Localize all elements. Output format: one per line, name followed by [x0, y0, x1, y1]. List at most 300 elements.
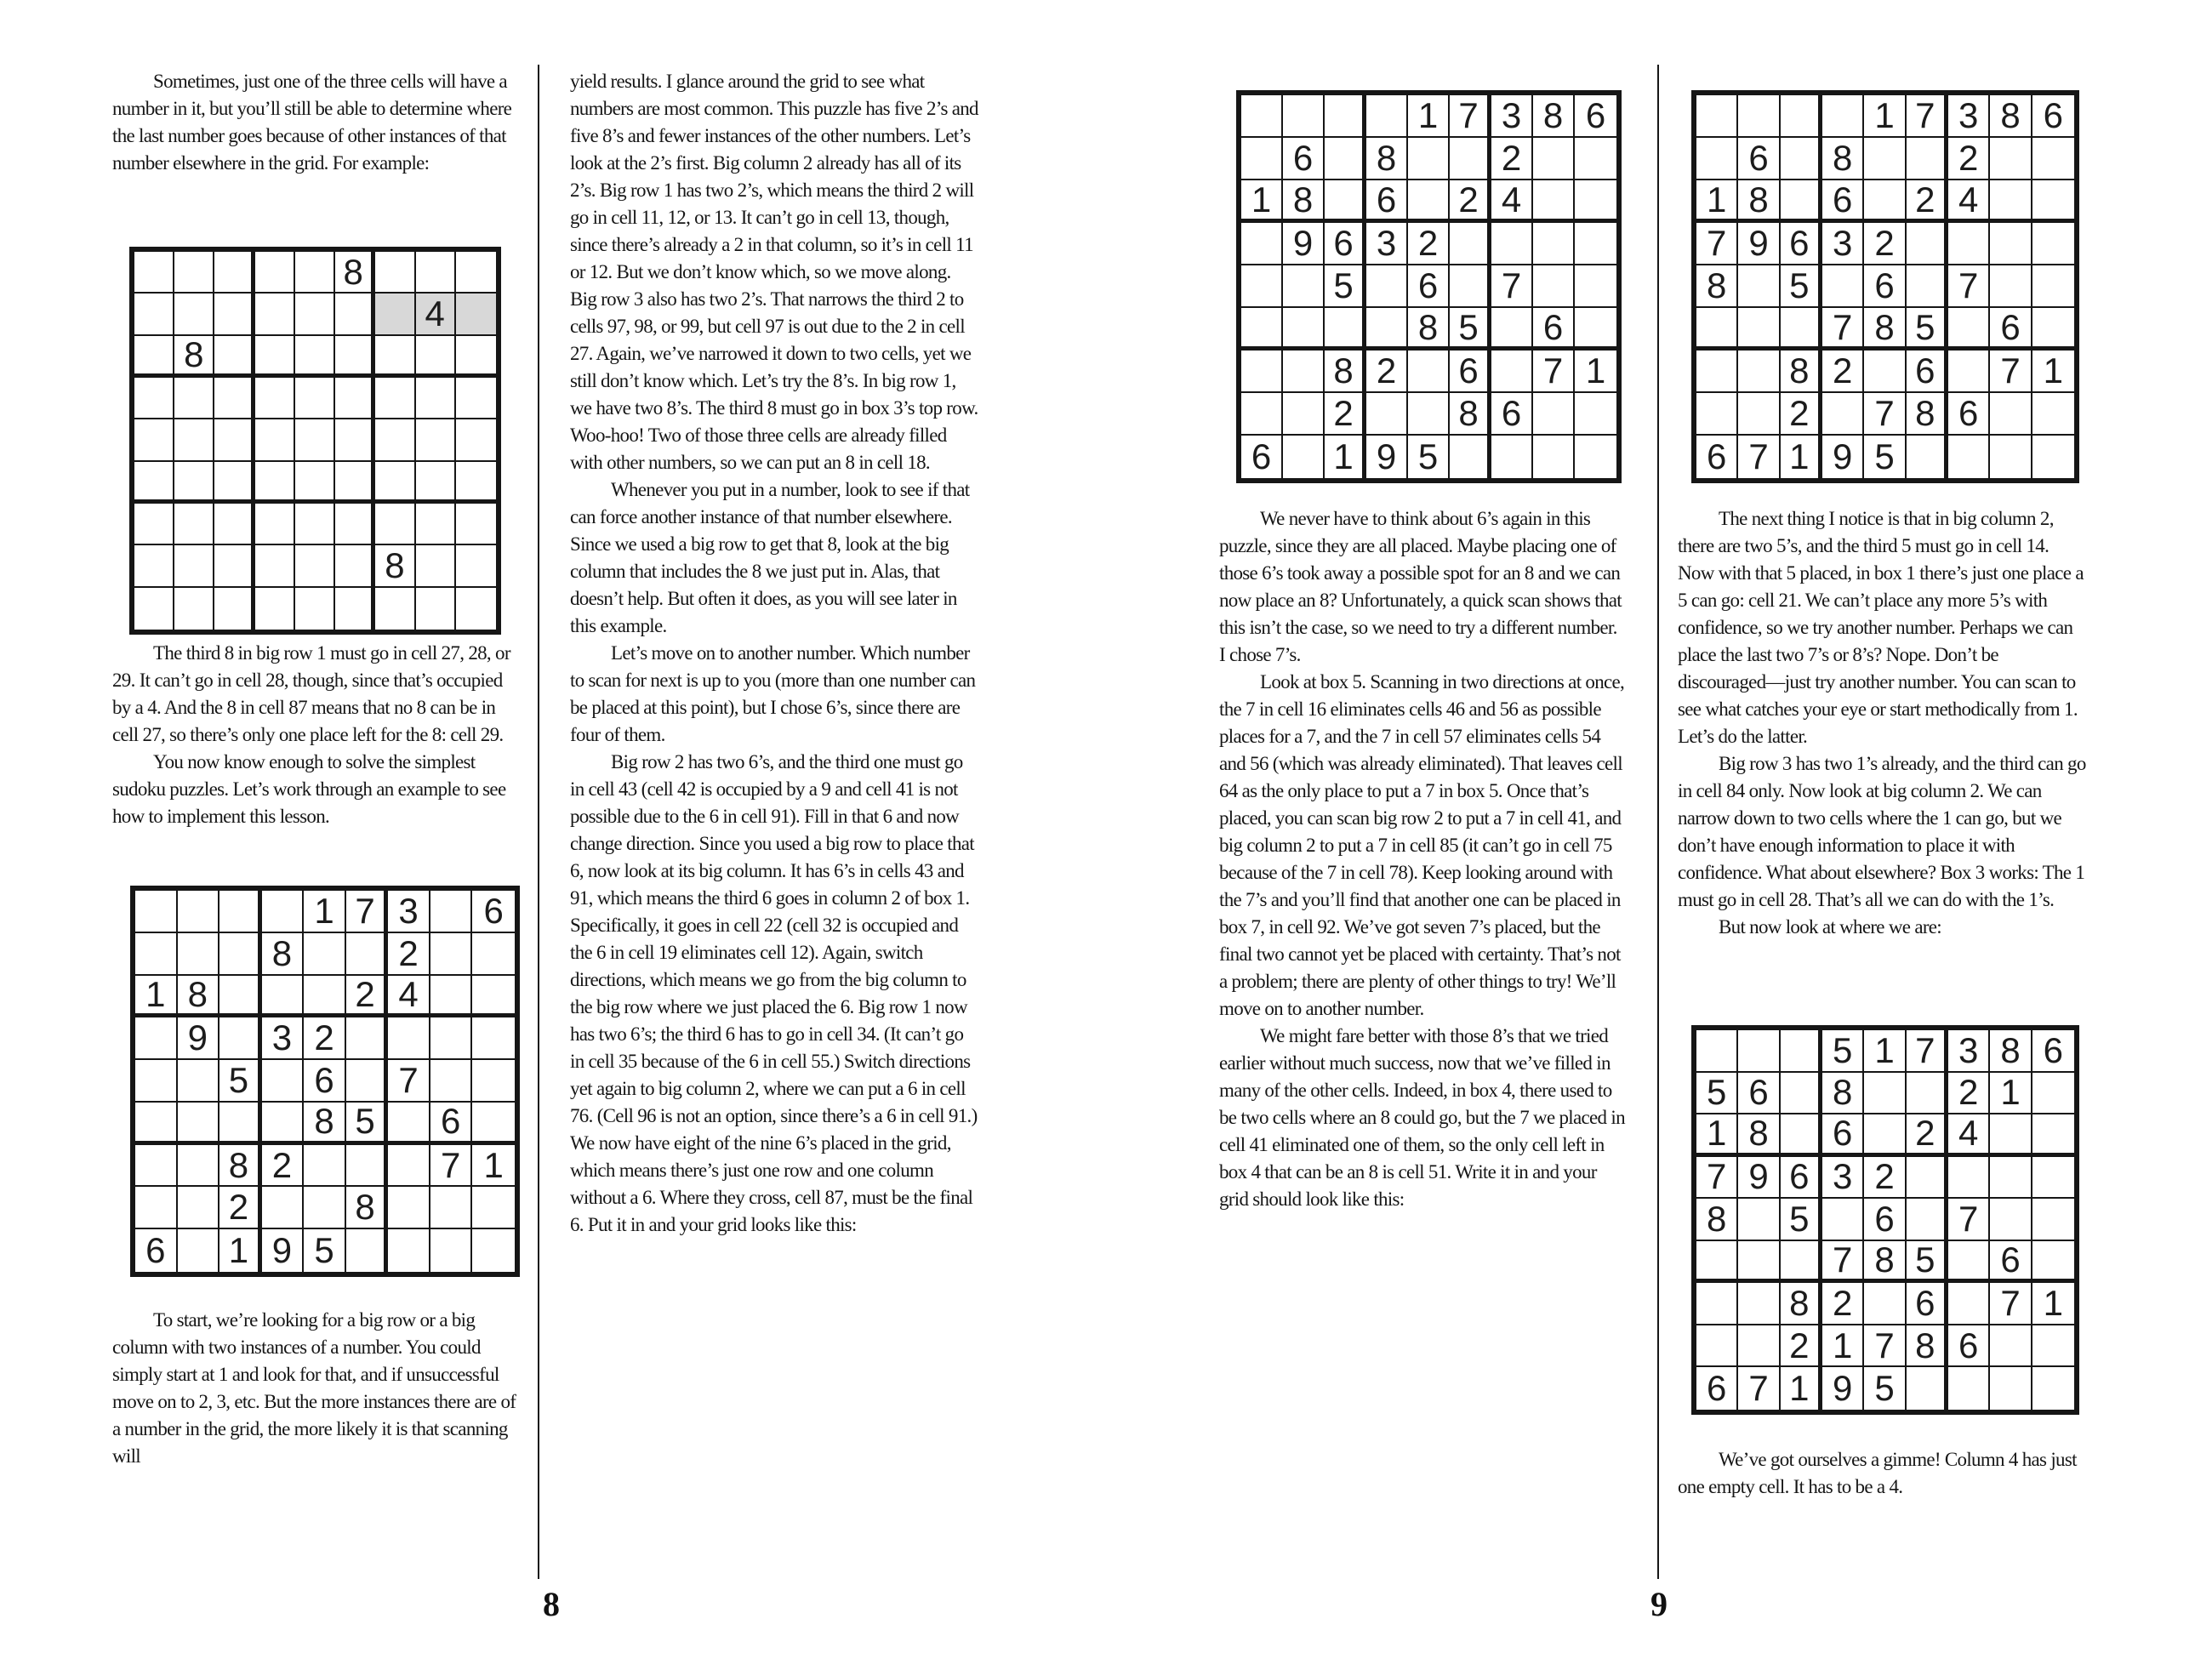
sudoku-cell: 6: [1450, 351, 1491, 393]
sudoku-cell: [472, 1060, 515, 1103]
sudoku-cell: [304, 1187, 346, 1229]
sudoku-cell: [335, 294, 375, 335]
sudoku-cell: [1781, 180, 1822, 223]
sudoku-cell: 6: [1696, 1367, 1738, 1410]
sudoku-cell: [1907, 1367, 1948, 1410]
sudoku-cell: 7: [430, 1145, 473, 1188]
sudoku-cell: 8: [1990, 1030, 2032, 1073]
sudoku-cell: [335, 419, 375, 461]
sudoku-cell: [2032, 436, 2074, 478]
sudoku-cell: 5: [1325, 265, 1366, 308]
sudoku-cell: [1696, 393, 1738, 436]
sudoku-cell: 2: [1948, 138, 1990, 180]
sudoku-cell: 9: [178, 1017, 220, 1060]
sudoku-cell: 8: [375, 545, 415, 587]
sudoku-cell: [2032, 393, 2074, 436]
paragraph: Whenever you put in a number, look to see if that can force another instance of that number elsewhere. Since we used a big row to get that 8, look at the big column that includes the 8 we just put in. Alas, that doesn’t help. But often it does, as you will see later in this example.: [570, 479, 970, 636]
sudoku-cell: 5: [1907, 1241, 1948, 1284]
sudoku-cell: 5: [1864, 1367, 1906, 1410]
sudoku-cell: [335, 378, 375, 419]
sudoku-cell: [1696, 138, 1738, 180]
sudoku-cell: 8: [1738, 180, 1780, 223]
sudoku-cell: 8: [174, 336, 214, 378]
sudoku-cell: [1907, 223, 1948, 265]
sudoku-cell: [135, 933, 178, 976]
sudoku-cell: [214, 378, 254, 419]
sudoku-cell: [416, 462, 456, 504]
sudoku-cell: [1575, 223, 1616, 265]
sudoku-cell: 5: [304, 1229, 346, 1272]
sudoku-cell: [1948, 1157, 1990, 1200]
sudoku-cell: [430, 891, 473, 933]
sudoku-cell: [1283, 351, 1325, 393]
sudoku-cell: [472, 1017, 515, 1060]
sudoku-cell: [1738, 1325, 1780, 1368]
sudoku-cell: [388, 1187, 430, 1229]
sudoku-cell: [174, 545, 214, 587]
page9-column1-block: [1219, 505, 1626, 1213]
sudoku-cell: [295, 294, 335, 335]
sudoku-cell: 3: [1948, 1030, 1990, 1073]
sudoku-cell: 1: [1864, 95, 1906, 138]
sudoku-cell: [174, 252, 214, 294]
sudoku-cell: 2: [1864, 223, 1906, 265]
sudoku-cell: [1781, 1073, 1822, 1115]
sudoku-cell: [1575, 138, 1616, 180]
sudoku-cell: [1822, 393, 1864, 436]
sudoku-cell: [1990, 393, 2032, 436]
sudoku-cell: 1: [304, 891, 346, 933]
sudoku-cell: [1283, 95, 1325, 138]
sudoku-cell: [304, 1145, 346, 1188]
sudoku-cell: [219, 933, 262, 976]
sudoku-cell: 5: [1696, 1073, 1738, 1115]
sudoku-cell: 4: [1948, 180, 1990, 223]
sudoku-cell: 8: [1325, 351, 1366, 393]
sudoku-cell: 6: [1696, 436, 1738, 478]
sudoku-cell: 1: [1696, 180, 1738, 223]
sudoku-cell: [1738, 1283, 1780, 1325]
sudoku-cell: [416, 504, 456, 545]
sudoku-cell: [1990, 138, 2032, 180]
sudoku-cell: 8: [1408, 308, 1450, 351]
sudoku-cell: 8: [178, 976, 220, 1018]
page-number-left: 8: [543, 1585, 560, 1623]
sudoku-cell: 6: [1491, 393, 1533, 436]
sudoku-cell: [2032, 138, 2074, 180]
sudoku-cell: [1241, 308, 1283, 351]
sudoku-cell: [1575, 265, 1616, 308]
sudoku-cell: 1: [1990, 1073, 2032, 1115]
sudoku-cell: [430, 1060, 473, 1103]
sudoku-cell: [456, 588, 496, 630]
sudoku-cell: [1907, 1199, 1948, 1241]
sudoku-cell: 9: [1366, 436, 1408, 478]
sudoku-cell: [430, 1017, 473, 1060]
sudoku-cell: [134, 294, 174, 335]
sudoku-cell: 7: [1990, 351, 2032, 393]
sudoku-cell: [1738, 393, 1780, 436]
sudoku-cell: 4: [1948, 1114, 1990, 1157]
sudoku-cell: 7: [1696, 223, 1738, 265]
sudoku-cell: [2032, 223, 2074, 265]
sudoku-cell: [262, 1103, 305, 1145]
sudoku-cell: 3: [388, 891, 430, 933]
paragraph: Sometimes, just one of the three cells will have a number in it, but you’ll still be able to determine where the last number goes because of other instances of that number elsewhere in the grid. For example:: [112, 71, 512, 174]
sudoku-cell: [1948, 436, 1990, 478]
sudoku-cell: 7: [1864, 393, 1906, 436]
sudoku-cell: [1864, 1283, 1906, 1325]
page9-column2-block2: [1678, 1446, 2088, 1501]
sudoku-cell: [416, 336, 456, 378]
paragraph: Look at box 5. Scanning in two directions at once, the 7 in cell 16 eliminates cells 46 and 56 as possible places for a 7, and the 7 in cell 57 eliminates cells 54 and 56 (which was already eliminated). That leaves cell 64 as the only place to put a 7 in box 5. Once that’s placed, you can scan big row 2 to put a 7 in cell 41, and big column 2 to put a 7 in cell 85 (it can’t go in cell 75 because of the 7 in cell 78). Keep looking around with the 7’s and you’ll find that another one can be placed in box 7, in cell 92. We’ve got seven 7’s placed, but the final two cannot yet be placed with certainty. That’s not a problem; there are plenty of other things to try! We’ll move on to another number.: [1219, 671, 1625, 1019]
sudoku-cell: [1948, 1367, 1990, 1410]
sudoku-cell: [1575, 180, 1616, 223]
sudoku-cell: [1907, 1073, 1948, 1115]
sudoku-cell: [255, 462, 295, 504]
sudoku-cell: 7: [1738, 1367, 1780, 1410]
paragraph: But now look at where we are:: [1719, 916, 1942, 938]
sudoku-cell: [174, 419, 214, 461]
sudoku-cell: [1325, 180, 1366, 223]
sudoku-cell: [178, 1060, 220, 1103]
sudoku-cell: 5: [1864, 436, 1906, 478]
sudoku-cell: [1575, 393, 1616, 436]
sudoku-cell: [1325, 95, 1366, 138]
paragraph: Big row 2 has two 6’s, and the third one must go in cell 43 (cell 42 is occupied by a 9 and cell 41 is not possible due to the 6 in cell 91). Fill in that 6 and now change direction. Since you used a big row to place that 6, now look at its big column. It has 6’s in cells 43 and 91, which means the third 6 goes in column 2 of box 1. Specifically, it goes in cell 22 (cell 32 is occupied and the 6 in cell 19 eliminates cell 12). Again, switch directions, which means we go from the big column to the big row where we just placed the 6. Big row 1 now has two 6’s; the third 6 has to go in cell 34. (It can’t go in cell 35 because of the 6 in cell 55.) Switch directions yet again to big column 2, where we can put a 6 in cell 76. (Cell 96 is not an option, since there’s a 6 in cell 91.) We now have eight of the nine 6’s placed in the grid, which means there’s just one row and one column without a 6. Where they cross, cell 87, must be the final 6. Put it in and your grid looks like this:: [570, 751, 978, 1235]
sudoku-grid-after-sixes: [1236, 90, 1622, 483]
sudoku-cell: 1: [472, 1145, 515, 1188]
sudoku-cell: 2: [1491, 138, 1533, 180]
sudoku-cell: [1283, 265, 1325, 308]
sudoku-cell: [375, 378, 415, 419]
sudoku-cell: 2: [1325, 393, 1366, 436]
sudoku-cell: [1450, 138, 1491, 180]
sudoku-cell: [1366, 265, 1408, 308]
sudoku-cell: 8: [219, 1145, 262, 1188]
sudoku-cell: [1533, 138, 1575, 180]
sudoku-cell: [255, 588, 295, 630]
sudoku-cell: 8: [1283, 180, 1325, 223]
sudoku-cell: [178, 1145, 220, 1188]
sudoku-cell: [1948, 351, 1990, 393]
sudoku-cell: [1696, 351, 1738, 393]
sudoku-cell: [1533, 393, 1575, 436]
sudoku-cell: [1864, 1073, 1906, 1115]
sudoku-cell: 7: [1450, 95, 1491, 138]
sudoku-cell: [335, 588, 375, 630]
sudoku-cell: [1948, 1241, 1990, 1284]
sudoku-cell: 1: [1325, 436, 1366, 478]
sudoku-cell: 7: [1822, 308, 1864, 351]
sudoku-cell: [1408, 351, 1450, 393]
sudoku-cell: [472, 1187, 515, 1229]
sudoku-cell: 5: [1408, 436, 1450, 478]
sudoku-cell: 8: [1822, 1073, 1864, 1115]
sudoku-cell: [1491, 351, 1533, 393]
sudoku-cell: [214, 545, 254, 587]
sudoku-cell: 1: [135, 976, 178, 1018]
sudoku-cell: [335, 545, 375, 587]
sudoku-cell: [472, 1103, 515, 1145]
sudoku-cell: [214, 252, 254, 294]
sudoku-cell: [1990, 1325, 2032, 1368]
sudoku-cell: 2: [1822, 1283, 1864, 1325]
sudoku-cell: 6: [1408, 265, 1450, 308]
sudoku-cell: [1738, 265, 1780, 308]
sudoku-cell: [1948, 223, 1990, 265]
sudoku-cell: 9: [1283, 223, 1325, 265]
sudoku-cell: [255, 504, 295, 545]
sudoku-cell: [255, 419, 295, 461]
sudoku-cell: [295, 504, 335, 545]
sudoku-cell: [472, 1229, 515, 1272]
sudoku-cell: [134, 545, 174, 587]
sudoku-cell: [346, 1229, 389, 1272]
paragraph: We never have to think about 6’s again in this puzzle, since they are all placed. Maybe placing one of those 6’s took away a possible spot for an 8 and we can now place an 8? Unfortunately, a quick scan shows that this isn’t the case, so we need to try a different number. I chose 7’s.: [1219, 508, 1622, 665]
sudoku-cell: 4: [388, 976, 430, 1018]
sudoku-cell: [346, 1145, 389, 1188]
sudoku-cell: [1696, 95, 1738, 138]
sudoku-cell: [1738, 95, 1780, 138]
sudoku-cell: [1990, 1367, 2032, 1410]
sudoku-cell: [295, 378, 335, 419]
sudoku-cell: [134, 588, 174, 630]
sudoku-cell: [1948, 1283, 1990, 1325]
sudoku-cell: 1: [1781, 436, 1822, 478]
sudoku-cell: 7: [1491, 265, 1533, 308]
sudoku-cell: [178, 933, 220, 976]
sudoku-cell: [135, 1187, 178, 1229]
sudoku-cell: [1864, 138, 1906, 180]
sudoku-cell: [1738, 351, 1780, 393]
sudoku-cell: [456, 336, 496, 378]
sudoku-cell: [430, 1229, 473, 1272]
sudoku-cell: [346, 933, 389, 976]
sudoku-cell: [2032, 1114, 2074, 1157]
column-divider-page8: [538, 65, 539, 1579]
sudoku-cell: [219, 1017, 262, 1060]
page8-column1-block2: [112, 640, 519, 830]
sudoku-cell: [262, 976, 305, 1018]
page8-column1-block1: [112, 68, 519, 177]
sudoku-cell: [335, 504, 375, 545]
sudoku-cell: [1241, 351, 1283, 393]
sudoku-cell: [1990, 1114, 2032, 1157]
sudoku-cell: [1907, 436, 1948, 478]
sudoku-cell: [1781, 1030, 1822, 1073]
sudoku-cell: 1: [1781, 1367, 1822, 1410]
sudoku-cell: 1: [1241, 180, 1283, 223]
sudoku-cell: [1822, 95, 1864, 138]
sudoku-cell: [255, 294, 295, 335]
sudoku-cell: 1: [1864, 1030, 1906, 1073]
sudoku-cell: [388, 1229, 430, 1272]
sudoku-cell: [135, 1060, 178, 1103]
sudoku-cell: [1990, 436, 2032, 478]
sudoku-cell: [135, 1103, 178, 1145]
sudoku-cell: [1864, 1114, 1906, 1157]
sudoku-cell: [134, 419, 174, 461]
sudoku-cell: [1241, 265, 1283, 308]
sudoku-cell: 8: [1822, 138, 1864, 180]
sudoku-cell: [1241, 393, 1283, 436]
sudoku-cell: [416, 419, 456, 461]
sudoku-cell: 6: [1864, 1199, 1906, 1241]
sudoku-cell: 2: [219, 1187, 262, 1229]
sudoku-cell: [1738, 308, 1780, 351]
sudoku-grid-puzzle-start: [130, 886, 520, 1277]
page9-column2-block1: [1678, 505, 2088, 941]
sudoku-cell: [134, 504, 174, 545]
sudoku-cell: [1325, 138, 1366, 180]
sudoku-cell: 8: [1533, 95, 1575, 138]
sudoku-cell: [1907, 265, 1948, 308]
sudoku-cell: [174, 378, 214, 419]
sudoku-cell: [295, 419, 335, 461]
sudoku-cell: [375, 252, 415, 294]
sudoku-cell: 1: [1575, 351, 1616, 393]
sudoku-cell: 8: [1696, 1199, 1738, 1241]
sudoku-cell: [219, 976, 262, 1018]
sudoku-grid-example1: [129, 247, 501, 635]
sudoku-cell: [2032, 1199, 2074, 1241]
sudoku-cell: [1907, 138, 1948, 180]
sudoku-cell: [134, 252, 174, 294]
sudoku-cell: 9: [262, 1229, 305, 1272]
sudoku-cell: 8: [1450, 393, 1491, 436]
sudoku-cell: [416, 252, 456, 294]
sudoku-cell: 8: [262, 933, 305, 976]
sudoku-cell: 5: [219, 1060, 262, 1103]
sudoku-cell: [375, 294, 415, 335]
sudoku-cell: 8: [1907, 393, 1948, 436]
sudoku-cell: [1738, 1241, 1780, 1284]
page8-column1-block3: [112, 1307, 519, 1470]
sudoku-cell: 8: [1864, 1241, 1906, 1284]
sudoku-cell: [1990, 1157, 2032, 1200]
sudoku-cell: 3: [262, 1017, 305, 1060]
sudoku-cell: [178, 1229, 220, 1272]
sudoku-cell: 6: [1990, 1241, 2032, 1284]
sudoku-cell: 1: [2032, 351, 2074, 393]
sudoku-cell: 7: [1696, 1157, 1738, 1200]
sudoku-cell: [456, 294, 496, 335]
sudoku-cell: [2032, 180, 2074, 223]
sudoku-cell: [1696, 1030, 1738, 1073]
sudoku-cell: 3: [1822, 1157, 1864, 1200]
sudoku-cell: [295, 336, 335, 378]
sudoku-cell: [2032, 1325, 2074, 1368]
sudoku-cell: 6: [1864, 265, 1906, 308]
sudoku-cell: [214, 504, 254, 545]
sudoku-cell: 9: [1738, 1157, 1780, 1200]
sudoku-cell: [1283, 308, 1325, 351]
sudoku-cell: [388, 1145, 430, 1188]
sudoku-cell: [1990, 265, 2032, 308]
sudoku-cell: 9: [1822, 1367, 1864, 1410]
sudoku-cell: [1533, 436, 1575, 478]
sudoku-cell: [346, 1060, 389, 1103]
sudoku-cell: [1241, 223, 1283, 265]
sudoku-cell: 7: [1864, 1325, 1906, 1368]
sudoku-cell: 1: [2032, 1283, 2074, 1325]
sudoku-cell: 2: [304, 1017, 346, 1060]
sudoku-cell: [1781, 138, 1822, 180]
sudoku-cell: [2032, 1367, 2074, 1410]
sudoku-cell: [1781, 1114, 1822, 1157]
sudoku-cell: [174, 504, 214, 545]
sudoku-cell: [1450, 436, 1491, 478]
sudoku-cell: [214, 588, 254, 630]
sudoku-cell: [1366, 95, 1408, 138]
sudoku-cell: [1948, 308, 1990, 351]
sudoku-cell: 2: [388, 933, 430, 976]
sudoku-cell: 5: [1907, 308, 1948, 351]
sudoku-cell: [134, 336, 174, 378]
sudoku-cell: [1864, 180, 1906, 223]
sudoku-cell: [1408, 393, 1450, 436]
sudoku-cell: [295, 588, 335, 630]
sudoku-cell: 3: [1366, 223, 1408, 265]
paragraph: The third 8 in big row 1 must go in cell 27, 28, or 29. It can’t go in cell 28, though, since that’s occupied by a 4. And the 8 in cell 87 means that no 8 can be in cell 27, so there’s only one place left for the 8: cell 29.: [112, 642, 510, 745]
sudoku-cell: [1575, 308, 1616, 351]
sudoku-cell: [174, 294, 214, 335]
sudoku-cell: 7: [1907, 95, 1948, 138]
page-number-right: 9: [1650, 1585, 1668, 1623]
sudoku-cell: [1781, 308, 1822, 351]
sudoku-cell: [1990, 223, 2032, 265]
sudoku-cell: [375, 419, 415, 461]
sudoku-cell: 8: [1990, 95, 2032, 138]
sudoku-cell: 6: [304, 1060, 346, 1103]
sudoku-cell: 1: [1696, 1114, 1738, 1157]
sudoku-cell: 2: [346, 976, 389, 1018]
sudoku-cell: [1738, 1199, 1780, 1241]
sudoku-cell: [1450, 223, 1491, 265]
paragraph: We’ve got ourselves a gimme! Column 4 has just one empty cell. It has to be a 4.: [1678, 1449, 2077, 1497]
sudoku-cell: [295, 545, 335, 587]
sudoku-cell: [2032, 308, 2074, 351]
sudoku-cell: [456, 378, 496, 419]
sudoku-cell: 7: [1738, 436, 1780, 478]
sudoku-cell: [430, 976, 473, 1018]
sudoku-cell: [2032, 265, 2074, 308]
sudoku-cell: 2: [1781, 393, 1822, 436]
sudoku-cell: [1907, 1157, 1948, 1200]
sudoku-cell: 3: [1948, 95, 1990, 138]
paragraph: Let’s move on to another number. Which number to scan for next is up to you (more than one number can be placed at this point), but I chose 6’s, since there are four of them.: [570, 642, 976, 745]
sudoku-cell: [1864, 351, 1906, 393]
sudoku-cell: [1533, 223, 1575, 265]
sudoku-cell: 2: [1822, 351, 1864, 393]
sudoku-cell: 6: [1781, 223, 1822, 265]
sudoku-cell: [1408, 138, 1450, 180]
sudoku-cell: [1822, 1199, 1864, 1241]
sudoku-cell: [1241, 138, 1283, 180]
sudoku-cell: [304, 933, 346, 976]
sudoku-cell: [178, 1187, 220, 1229]
sudoku-cell: [1491, 436, 1533, 478]
sudoku-cell: [472, 976, 515, 1018]
sudoku-cell: 6: [1533, 308, 1575, 351]
sudoku-cell: 6: [1990, 308, 2032, 351]
sudoku-cell: [1533, 265, 1575, 308]
sudoku-cell: 2: [1948, 1073, 1990, 1115]
sudoku-cell: 2: [1408, 223, 1450, 265]
sudoku-cell: [262, 891, 305, 933]
sudoku-cell: [1781, 1241, 1822, 1284]
